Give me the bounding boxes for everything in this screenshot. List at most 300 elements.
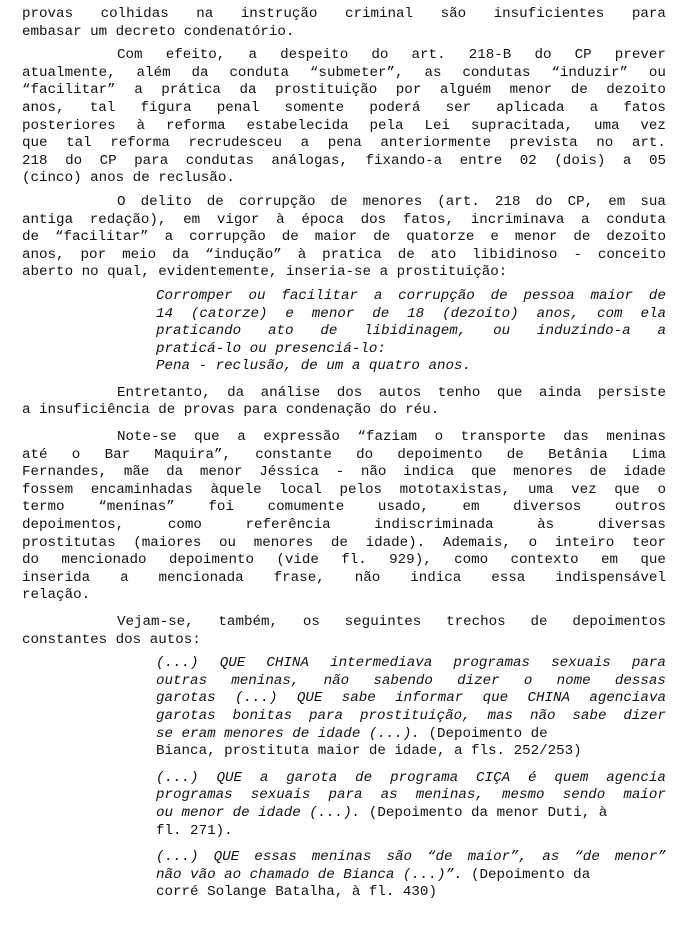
word: pelos xyxy=(339,481,383,498)
word: indispensável xyxy=(555,569,666,586)
word: ela xyxy=(640,305,666,322)
word: meninas xyxy=(606,429,666,446)
word: efeito, xyxy=(165,47,226,64)
word: (catorze) xyxy=(190,305,268,322)
word: de xyxy=(372,305,390,322)
word: teor xyxy=(631,534,666,551)
word: Maquira”, xyxy=(154,446,231,463)
word: “de xyxy=(574,849,600,866)
word: do xyxy=(535,193,553,210)
word: mesmo xyxy=(502,787,545,804)
word: (vide xyxy=(276,552,319,569)
word: intermediava xyxy=(330,655,433,672)
word: 14 xyxy=(156,305,174,322)
quote-line xyxy=(22,867,666,885)
word: Jéssica xyxy=(259,464,319,481)
word: inserida xyxy=(22,569,91,586)
word: para xyxy=(309,707,344,724)
word: o xyxy=(434,429,444,446)
word: idade xyxy=(623,464,666,481)
word: por xyxy=(80,246,107,263)
word: no xyxy=(596,135,614,152)
text-line xyxy=(22,385,666,403)
word: mas xyxy=(487,707,514,724)
word: e xyxy=(490,229,499,246)
word: dezoito xyxy=(606,229,666,246)
word: QUE xyxy=(216,769,242,786)
word: bonitas xyxy=(232,707,293,724)
word: é xyxy=(527,769,537,786)
word: nome xyxy=(556,672,591,689)
word: sabendo xyxy=(373,672,433,689)
text-line: (cinco) anos de reclusão. xyxy=(22,170,235,187)
word: não xyxy=(323,672,350,689)
word: corrupção xyxy=(238,193,316,210)
word: ou xyxy=(219,534,237,551)
word: de xyxy=(530,614,548,630)
word: uma xyxy=(527,481,554,498)
word: agenciava xyxy=(589,690,666,707)
quote-line xyxy=(22,849,666,867)
word: CIÇA xyxy=(476,769,511,786)
word: a xyxy=(657,323,666,340)
word: em xyxy=(183,211,201,228)
word: 218 xyxy=(494,193,521,210)
word: estabelecida xyxy=(246,117,349,134)
text-line xyxy=(22,535,666,553)
word: menores xyxy=(253,534,314,551)
text-line xyxy=(22,552,666,570)
word: anteriormente xyxy=(380,135,491,152)
word: que xyxy=(640,552,666,569)
word: indica xyxy=(410,569,462,586)
word: não xyxy=(360,464,387,481)
quote-line xyxy=(22,708,666,726)
word: o xyxy=(528,534,538,551)
word: do xyxy=(65,152,83,169)
quote-line: Pena - reclusão, de um a quatro anos. xyxy=(156,358,472,375)
word: contexto xyxy=(510,552,579,569)
word: conduta xyxy=(229,64,290,81)
word: de xyxy=(281,229,299,246)
word: o xyxy=(523,672,533,689)
word: poderá xyxy=(369,99,421,116)
word: a xyxy=(120,569,129,586)
text-line: relação. xyxy=(22,587,91,604)
word: figura xyxy=(140,99,192,116)
word: de xyxy=(355,769,373,786)
word: de xyxy=(373,229,391,246)
word: Corromper xyxy=(156,287,233,304)
word: (...) xyxy=(234,690,278,707)
text-line xyxy=(22,194,666,212)
word: a xyxy=(259,769,269,786)
word: condutas xyxy=(462,64,531,81)
word: “faziam xyxy=(357,429,418,446)
word: fixando-a xyxy=(365,152,443,169)
text-line xyxy=(22,570,666,588)
word: das xyxy=(563,429,589,446)
word: 929), xyxy=(389,552,432,569)
text-line xyxy=(22,247,666,265)
word: prática xyxy=(161,82,221,99)
word: não xyxy=(354,569,381,586)
text-line xyxy=(22,482,666,500)
word: maior xyxy=(590,287,634,304)
word: depoimento xyxy=(397,446,483,463)
text-line xyxy=(22,517,666,535)
word: depoimentos, xyxy=(22,517,125,534)
word: indiscriminada xyxy=(374,517,494,534)
word: que xyxy=(470,464,497,481)
word: reforma xyxy=(165,117,226,134)
word: reforma xyxy=(110,135,170,152)
word: prostituição, xyxy=(359,707,471,724)
word: menores xyxy=(362,193,423,210)
word: a xyxy=(589,99,599,116)
word: conceito xyxy=(597,246,666,263)
word: análise xyxy=(260,384,321,401)
word: são xyxy=(386,849,412,866)
word: anos, xyxy=(536,305,580,322)
quote-line xyxy=(22,805,666,823)
quote-source-line: Bianca, prostituta maior de idade, a fls. 252/253) xyxy=(156,743,582,760)
word: que xyxy=(482,690,509,707)
word: a xyxy=(300,135,310,152)
quote-line xyxy=(22,306,666,324)
word: menor xyxy=(311,305,355,322)
word: a xyxy=(248,47,257,64)
word: tenho xyxy=(437,384,481,401)
word: frase, xyxy=(273,569,325,586)
word: somente xyxy=(284,99,345,116)
text-line: a insuficiência de provas para condenação do réu. xyxy=(22,402,440,419)
word: encaminhadas xyxy=(90,481,193,498)
word: prostitutas xyxy=(22,534,116,551)
word: de xyxy=(330,193,348,210)
word: sexuais xyxy=(250,787,311,804)
word: de xyxy=(330,534,348,551)
word: análogas, xyxy=(271,152,348,169)
word: do xyxy=(356,446,374,463)
word: corrupção xyxy=(398,287,475,304)
word: foi xyxy=(208,499,234,516)
word: ato xyxy=(430,246,457,263)
word: programas xyxy=(453,655,530,672)
text-line xyxy=(22,100,666,118)
word: depoimento xyxy=(168,552,254,569)
word: libidinoso xyxy=(472,246,558,263)
word: termo xyxy=(22,499,65,516)
word: “indução” xyxy=(205,246,282,263)
word: “facilitar” xyxy=(55,229,149,246)
text-line xyxy=(22,153,666,171)
word: de xyxy=(22,229,40,246)
quote-line xyxy=(22,655,666,673)
text-line: constantes dos autos: xyxy=(22,631,201,648)
word: - xyxy=(573,246,582,263)
text-line xyxy=(22,447,666,465)
word: antiga xyxy=(22,211,74,228)
word: as xyxy=(542,849,560,866)
word: maior xyxy=(623,787,666,804)
word: O xyxy=(117,193,126,210)
word: CHINA xyxy=(527,690,571,707)
word: dessas xyxy=(614,672,666,689)
word: prever xyxy=(614,47,666,64)
word: tal xyxy=(89,99,116,116)
word: local xyxy=(279,481,322,498)
word: Com xyxy=(117,47,143,64)
word: “induzir” xyxy=(551,64,629,81)
quote-source: (Depoimento da menor Duti, à xyxy=(360,804,608,821)
quote-line xyxy=(22,323,666,341)
text-line: embasar um decreto condenatório. xyxy=(22,23,295,40)
word: da xyxy=(227,384,245,401)
word: dezoito xyxy=(606,82,666,99)
text-line xyxy=(22,464,666,482)
word: corrupção xyxy=(189,229,266,246)
word: supracitada, xyxy=(470,117,574,134)
text-line xyxy=(22,118,666,136)
text-line xyxy=(22,82,666,100)
word: da xyxy=(166,464,184,481)
word: entre xyxy=(459,152,503,169)
quote-source-line: corré Solange Batalha, à fl. 430) xyxy=(156,884,437,901)
word: maior xyxy=(314,229,358,246)
word: colhidas xyxy=(100,6,169,22)
word: dizer xyxy=(623,707,666,724)
word: em xyxy=(608,193,626,210)
text-line xyxy=(22,65,666,83)
word: não xyxy=(529,707,556,724)
word: prostituição xyxy=(275,82,378,99)
word: às xyxy=(537,517,555,534)
word: ou xyxy=(248,287,266,304)
word: CP xyxy=(99,152,117,169)
word: de xyxy=(648,287,666,304)
word: instrução xyxy=(240,6,318,22)
word: outros xyxy=(614,499,666,516)
word: prevista xyxy=(509,135,578,152)
word: (...) xyxy=(156,769,199,786)
word: Lei xyxy=(424,117,451,134)
quote-source: (Depoimento da xyxy=(462,866,591,883)
word: à xyxy=(276,211,285,228)
word: despeito xyxy=(280,47,349,64)
word: da xyxy=(191,64,209,81)
word: a xyxy=(164,229,174,246)
word: dos xyxy=(336,384,363,401)
word: redação), xyxy=(89,211,167,228)
word: fossem xyxy=(22,481,74,498)
word: QUE xyxy=(296,690,323,707)
word: libidinagem, xyxy=(364,323,467,340)
word: sabe xyxy=(572,707,607,724)
word: delito xyxy=(140,193,192,210)
word: transporte xyxy=(460,429,546,446)
quote-source-line: fl. 271). xyxy=(156,822,233,839)
text-line xyxy=(22,6,666,24)
word: 05 xyxy=(648,152,666,169)
word: informar xyxy=(395,690,464,707)
word: pratica xyxy=(322,246,382,263)
word: àquele xyxy=(210,481,262,498)
word: CHINA xyxy=(266,655,309,672)
text-line xyxy=(22,229,666,247)
word: expressão xyxy=(263,429,340,446)
word: depoimentos xyxy=(572,614,666,630)
quote-line xyxy=(22,288,666,306)
word: meninas, xyxy=(231,672,300,689)
word: menor xyxy=(514,229,558,246)
word: a xyxy=(622,152,632,169)
word: essas xyxy=(254,849,297,866)
word: autos xyxy=(378,384,422,401)
word: indica xyxy=(403,464,455,481)
word: de xyxy=(589,464,607,481)
word: Entretanto, xyxy=(117,384,211,401)
word: Note-se xyxy=(117,429,177,446)
quote-line: praticá-lo ou presenciá-lo: xyxy=(156,340,386,357)
word: maior”, xyxy=(467,849,528,866)
word: com xyxy=(597,305,623,322)
word: em xyxy=(462,499,480,516)
word: Vejam-se, xyxy=(117,614,194,630)
text-line xyxy=(22,135,666,153)
word: QUE xyxy=(213,849,240,866)
word: a xyxy=(373,287,383,304)
word: condutas xyxy=(185,152,254,169)
word: para xyxy=(328,787,363,804)
word: as xyxy=(380,787,398,804)
word: mencionada xyxy=(158,569,244,586)
word: anos, xyxy=(22,246,65,263)
word: em xyxy=(600,552,618,569)
word: QUE xyxy=(219,655,246,672)
word: ato xyxy=(267,323,294,340)
word: dizer xyxy=(457,672,500,689)
word: por xyxy=(395,82,422,99)
document-page xyxy=(22,6,666,902)
word: (art. xyxy=(437,193,480,210)
word: meninas xyxy=(311,849,372,866)
word: que xyxy=(22,135,48,152)
word: de xyxy=(490,287,508,304)
word: ou xyxy=(493,323,511,340)
word: penal xyxy=(216,99,260,116)
word: os xyxy=(302,614,320,630)
text-line xyxy=(22,499,666,517)
word: sua xyxy=(640,193,666,210)
word: o xyxy=(657,481,666,498)
word: quatorze xyxy=(406,229,475,246)
word: Betânia xyxy=(548,446,608,463)
text-line: aberto no qual, evidentemente, inseria-se a prostituição: xyxy=(22,264,508,281)
word: fatos xyxy=(623,99,666,116)
word: anos, xyxy=(22,99,65,116)
word: (maiores xyxy=(133,534,202,551)
word: da xyxy=(172,246,190,263)
word: do xyxy=(22,552,40,569)
word: ou xyxy=(648,64,666,81)
word: menor xyxy=(509,82,553,99)
word: para xyxy=(631,655,666,672)
word: e xyxy=(285,305,294,322)
word: meninas, xyxy=(415,787,484,804)
quote-line xyxy=(22,673,666,691)
word: na xyxy=(196,6,214,22)
word: incriminava xyxy=(470,211,565,228)
word: sexuais xyxy=(551,655,611,672)
quote-source: (Depoimento de xyxy=(419,725,548,742)
word: posteriores xyxy=(22,117,116,134)
word: Ademais, xyxy=(442,534,511,551)
quote-line xyxy=(22,726,666,744)
word: (dezoito) xyxy=(442,305,519,322)
text-line xyxy=(22,47,666,65)
word: conduta xyxy=(606,211,666,228)
text-line xyxy=(22,614,666,632)
quote-text: não vão ao chamado de Bianca (...)”. xyxy=(156,866,463,883)
word: garota xyxy=(286,769,338,786)
word: de xyxy=(206,193,224,210)
word: Lima xyxy=(631,446,666,463)
word: época xyxy=(301,211,344,228)
word: alguém xyxy=(439,82,491,99)
word: ainda xyxy=(538,384,582,401)
word: “facilitar” xyxy=(22,82,116,99)
word: a xyxy=(237,429,246,446)
text-line xyxy=(22,212,666,230)
word: essa xyxy=(491,569,526,586)
word: “meninas” xyxy=(98,499,175,516)
word: da xyxy=(239,82,257,99)
word: provas xyxy=(22,6,74,22)
word: a xyxy=(134,82,143,99)
word: atualmente, xyxy=(22,64,116,81)
word: ser xyxy=(445,99,472,116)
word: à xyxy=(136,117,146,134)
word: 218 xyxy=(22,152,48,169)
quote-text: se eram menores de idade (...). xyxy=(156,725,420,742)
word: constante xyxy=(255,446,332,463)
quote-line xyxy=(22,690,666,708)
word: sendo xyxy=(562,787,606,804)
word: facilitar xyxy=(281,287,358,304)
word: 18 xyxy=(407,305,425,322)
word: que xyxy=(194,429,220,446)
word: menores xyxy=(513,464,573,481)
word: (...) xyxy=(156,849,199,866)
word: inteiro xyxy=(554,534,615,551)
word: até xyxy=(22,446,48,463)
quote-line xyxy=(22,770,666,788)
word: para xyxy=(134,152,169,169)
word: como xyxy=(167,517,202,534)
word: diversos xyxy=(513,499,582,516)
word: sabe xyxy=(341,690,376,707)
word: pela xyxy=(369,117,404,134)
word: fl. xyxy=(341,552,367,569)
word: mãe xyxy=(123,464,150,481)
word: Bar xyxy=(104,446,131,463)
word: de xyxy=(570,82,588,99)
word: vigor xyxy=(216,211,260,228)
word: comumente xyxy=(267,499,345,516)
word: de xyxy=(320,323,338,340)
word: 218-B xyxy=(468,47,512,64)
